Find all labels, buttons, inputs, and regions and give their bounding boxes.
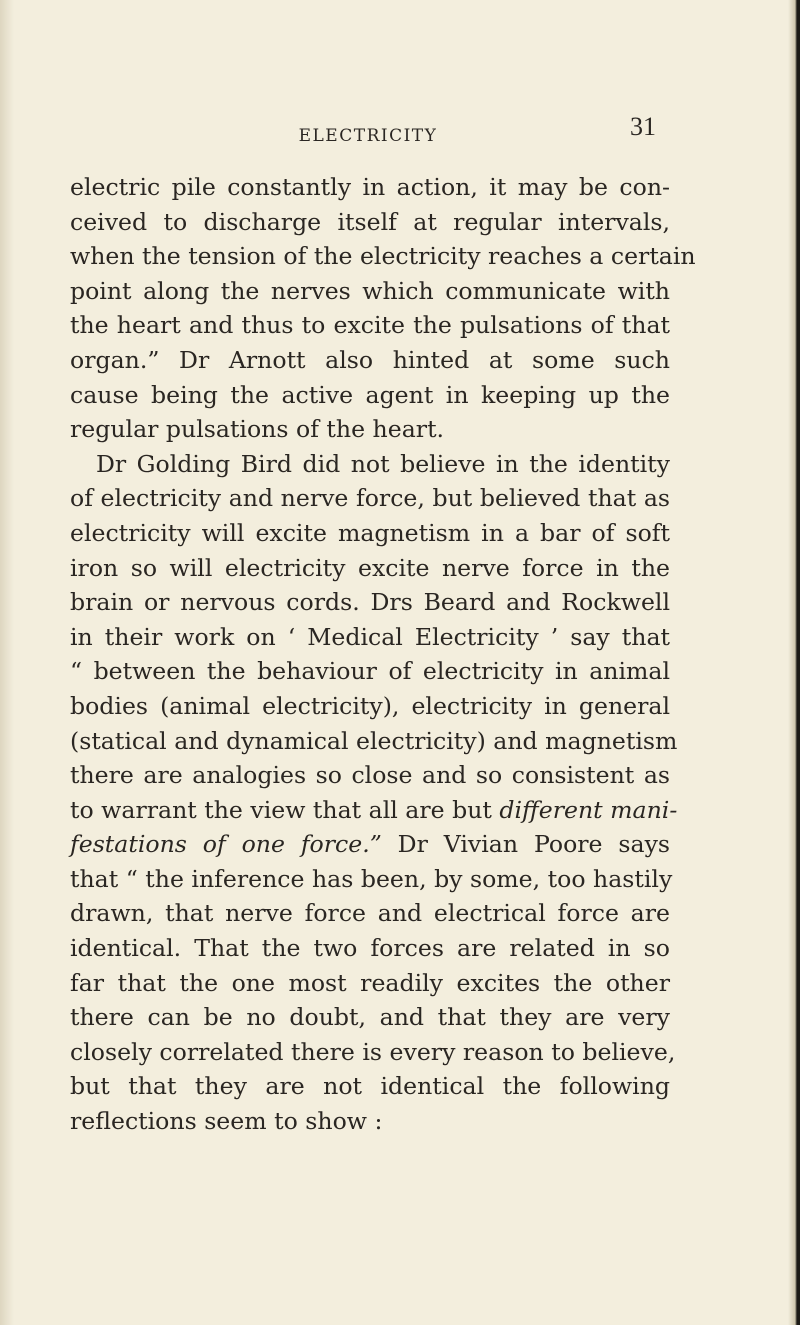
text-line: bodies (animal electricity), electricity in general (70, 691, 670, 720)
text-line: brain or nervous cords. Drs Beard and Rockwell (70, 588, 670, 617)
text-line: point along the nerves which communicate with (70, 276, 670, 305)
page-edge-left (0, 0, 14, 1325)
text-line: of electricity and nerve force, but believed that as (70, 484, 670, 513)
text-line: (statical and dynamical electricity) and magnetism (70, 726, 678, 755)
text-line: Dr Golding Bird did not believe in the identity (96, 449, 670, 478)
italic-segment: festations of one force.” (70, 830, 382, 859)
text-line: the heart and thus to excite the pulsations of that (70, 311, 670, 340)
text-line: ceived to discharge itself at regular intervals, (70, 207, 670, 236)
text-line: iron so will electricity excite nerve force in the (70, 553, 670, 582)
text-line: far that the one most readily excites the other (70, 968, 670, 997)
text-line: there are analogies so close and so consistent as (70, 761, 670, 790)
text-line: drawn, that nerve force and electrical force are (70, 899, 670, 928)
text-line: closely correlated there is every reason to believe, (70, 1037, 676, 1066)
text-segment: Dr Vivian Poore says (381, 830, 671, 859)
text-line: in their work on ‘ Medical Electricity ’ say that (70, 622, 670, 651)
page-edge-right (788, 0, 800, 1325)
italic-segment: different mani- (499, 795, 678, 824)
text-line: reflections seem to show : (70, 1107, 383, 1136)
text-line: identical. That the two forces are related in so (70, 934, 670, 963)
text-line: when the tension of the electricity reaches a certain (70, 242, 696, 271)
text-line: that “ the inference has been, by some, too hastily (70, 864, 673, 893)
text-line: there can be no doubt, and that they are very (70, 1003, 670, 1032)
text-line-mixed (70, 827, 670, 862)
text-line: cause being the active agent in keeping up the (70, 380, 670, 409)
text-line: but that they are not identical the following (70, 1072, 670, 1101)
running-head: ELECTRICITY (298, 126, 438, 146)
page-header (70, 112, 666, 152)
text-line: “ between the behaviour of electricity in animal (70, 657, 670, 686)
text-line: electricity will excite magnetism in a bar of soft (70, 518, 670, 547)
body-text (70, 170, 696, 1139)
page-number: 31 (630, 112, 656, 141)
text-line: electric pile constantly in action, it may be con- (70, 173, 670, 201)
text-segment: to warrant the view that all are but (70, 795, 500, 824)
text-line: organ.” Dr Arnott also hinted at some such (70, 345, 670, 374)
text-line-mixed (70, 793, 678, 828)
text-line: regular pulsations of the heart. (70, 415, 445, 444)
